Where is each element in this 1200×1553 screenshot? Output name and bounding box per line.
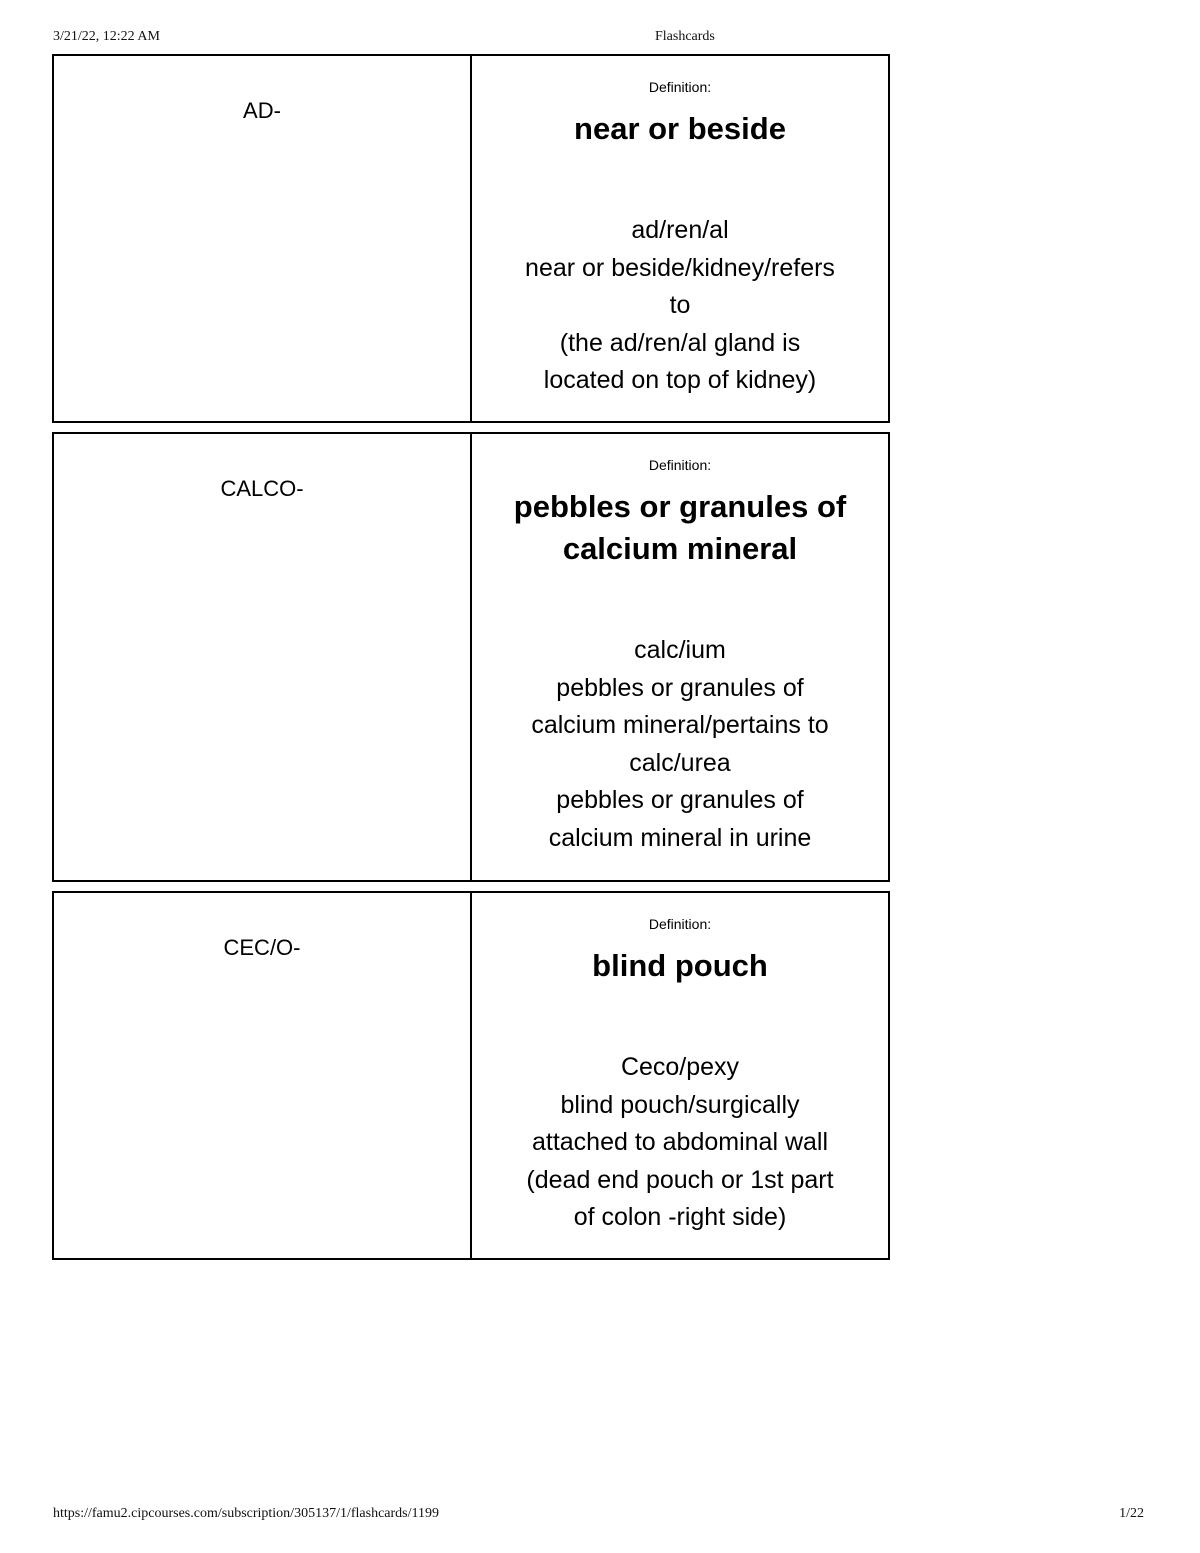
example-line: of colon -right side) [573, 1203, 787, 1231]
flashcard [52, 432, 890, 882]
print-datetime: 3/21/22, 12:22 AM [53, 29, 160, 44]
flashcard-definition-panel [472, 434, 888, 880]
example-line: blind pouch/surgically [560, 1090, 800, 1119]
example-text [486, 212, 874, 400]
example-text [486, 1049, 874, 1237]
definition-label: Definition: [648, 457, 712, 473]
example-line: Ceco/pexy [620, 1053, 740, 1081]
flashcard-definition-panel [472, 893, 888, 1258]
example-line: near or beside/kidney/refers [525, 253, 835, 282]
source-url: https://famu2.cipcourses.com/subscription/305137/1/flashcards/1199 [53, 1506, 439, 1521]
example-line: (the ad/ren/al gland is [559, 328, 801, 357]
example-line: calcium mineral in urine [548, 823, 812, 852]
example-line: attached to abdominal wall [531, 1128, 829, 1156]
definition-label: Definition: [648, 79, 712, 95]
flashcard-definition-panel [472, 56, 888, 421]
example-line: pebbles or granules of [556, 673, 804, 702]
definition-text [486, 108, 874, 150]
flashcard-term: CALCO- [54, 434, 472, 880]
example-line: located on top of kidney) [543, 366, 817, 394]
example-line: ad/ren/al [631, 216, 729, 244]
definition-line: blind pouch [592, 948, 768, 983]
definition-line: calcium mineral [562, 531, 798, 566]
example-line: pebbles or granules of [556, 786, 804, 814]
example-line: (dead end pouch or 1st part [526, 1165, 834, 1194]
example-line: calcium mineral/pertains to [531, 711, 829, 739]
page-title: Flashcards [655, 29, 715, 44]
example-line: to [669, 291, 691, 319]
page-number: 1/22 [1119, 1506, 1144, 1521]
definition-label: Definition: [648, 916, 712, 932]
example-line: calc/urea [629, 748, 731, 777]
example-text [486, 632, 874, 857]
definition-text [486, 945, 874, 987]
definition-text [486, 486, 874, 570]
flashcard-term: CEC/O- [54, 893, 472, 1258]
definition-line: near or beside [574, 111, 786, 146]
example-line: calc/ium [634, 636, 726, 664]
flashcard-term: AD- [54, 56, 472, 421]
definition-line: pebbles or granules of [513, 489, 847, 524]
flashcard [52, 891, 890, 1260]
flashcard [52, 54, 890, 423]
